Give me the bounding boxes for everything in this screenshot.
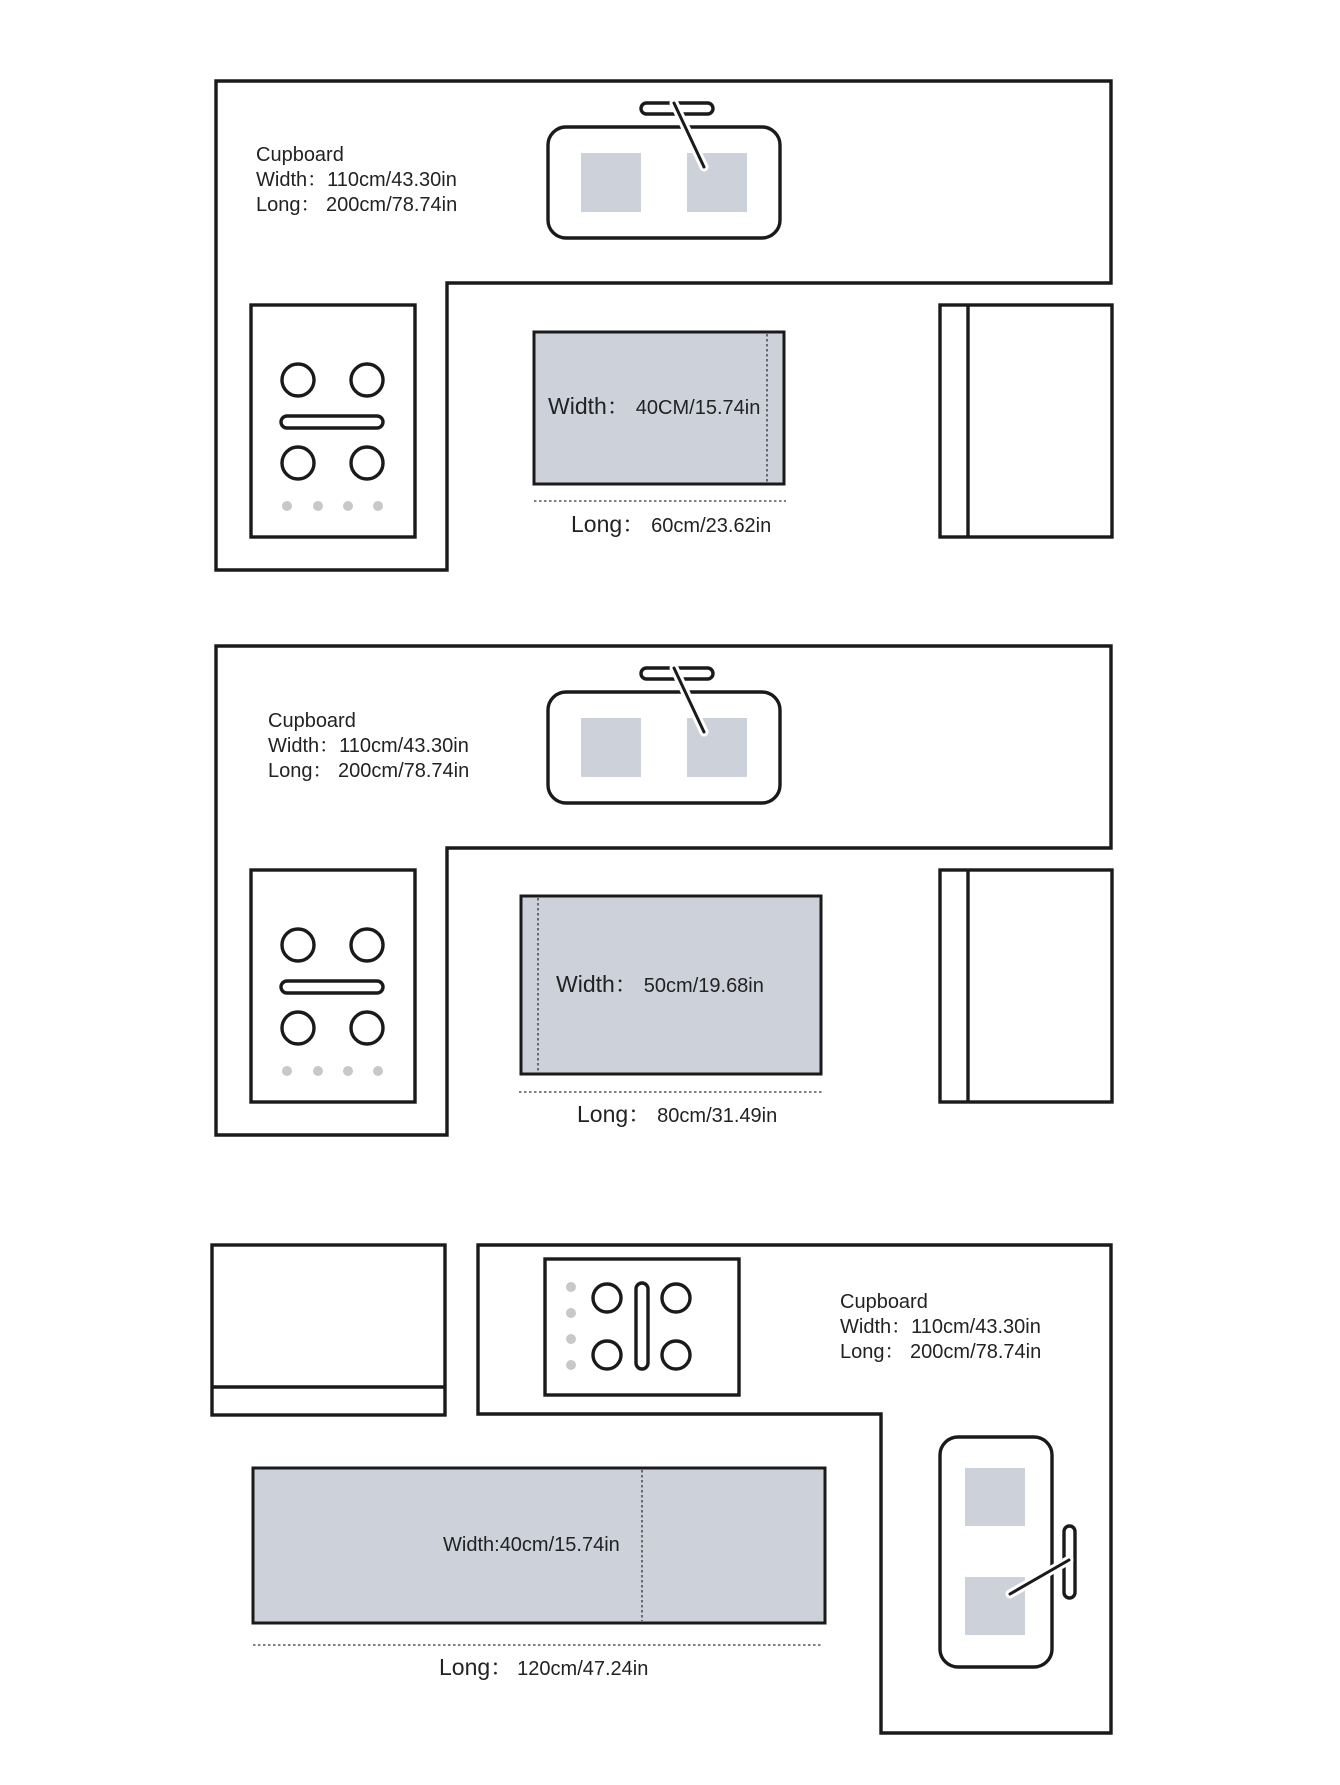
svg-text:Width：50cm/19.68in [556, 971, 764, 997]
svg-text:Width:40cm/15.74in [443, 1534, 620, 1556]
mat-long-value: 60cm/23.62in [651, 515, 772, 537]
cupboard-title: Cupboard [840, 1291, 928, 1313]
layout-2 [216, 646, 1112, 1135]
svg-text:Long：120cm/47.24in [439, 1654, 648, 1680]
mat-width-label: Width： [556, 971, 638, 997]
svg-text:Long：60cm/23.62in [571, 511, 771, 537]
mat-long-value: 80cm/31.49in [657, 1105, 778, 1127]
cupboard-long: Long： 200cm/78.74in [256, 194, 458, 216]
l-shaped-counter [216, 81, 1111, 570]
cupboard-title: Cupboard [256, 144, 344, 166]
fridge-icon [940, 305, 1112, 537]
mat-long-label: Long： [577, 1101, 652, 1127]
svg-text:Long：80cm/31.49in [577, 1101, 777, 1127]
mat-width-value: 40CM/15.74in [635, 397, 761, 419]
mat-width-label: Width： [548, 393, 630, 419]
fridge-icon [212, 1245, 445, 1415]
cupboard-width: Width：110cm/43.30in [256, 169, 457, 191]
layout-1 [216, 81, 1112, 570]
kitchen-mat-icon [519, 896, 822, 1127]
mat-width-label: Width: [443, 1534, 500, 1556]
layout-3 [212, 1245, 1111, 1733]
cupboard-long: Long： 200cm/78.74in [840, 1341, 1042, 1363]
cupboard-long: Long： 200cm/78.74in [268, 760, 470, 782]
mat-long-value: 120cm/47.24in [517, 1658, 649, 1680]
cupboard-title: Cupboard [268, 710, 356, 732]
kitchen-mat-icon [253, 1468, 825, 1680]
fridge-icon [940, 870, 1112, 1102]
mat-width-value: 40cm/15.74in [499, 1534, 620, 1556]
cupboard-width: Width：110cm/43.30in [840, 1316, 1041, 1338]
svg-text:Width：40CM/15.74in [548, 393, 760, 419]
mat-width-value: 50cm/19.68in [643, 975, 764, 997]
mat-long-label: Long： [439, 1654, 514, 1680]
cupboard-width: Width：110cm/43.30in [268, 735, 469, 757]
kitchen-mat-icon [534, 332, 786, 537]
mat-long-label: Long： [571, 511, 646, 537]
